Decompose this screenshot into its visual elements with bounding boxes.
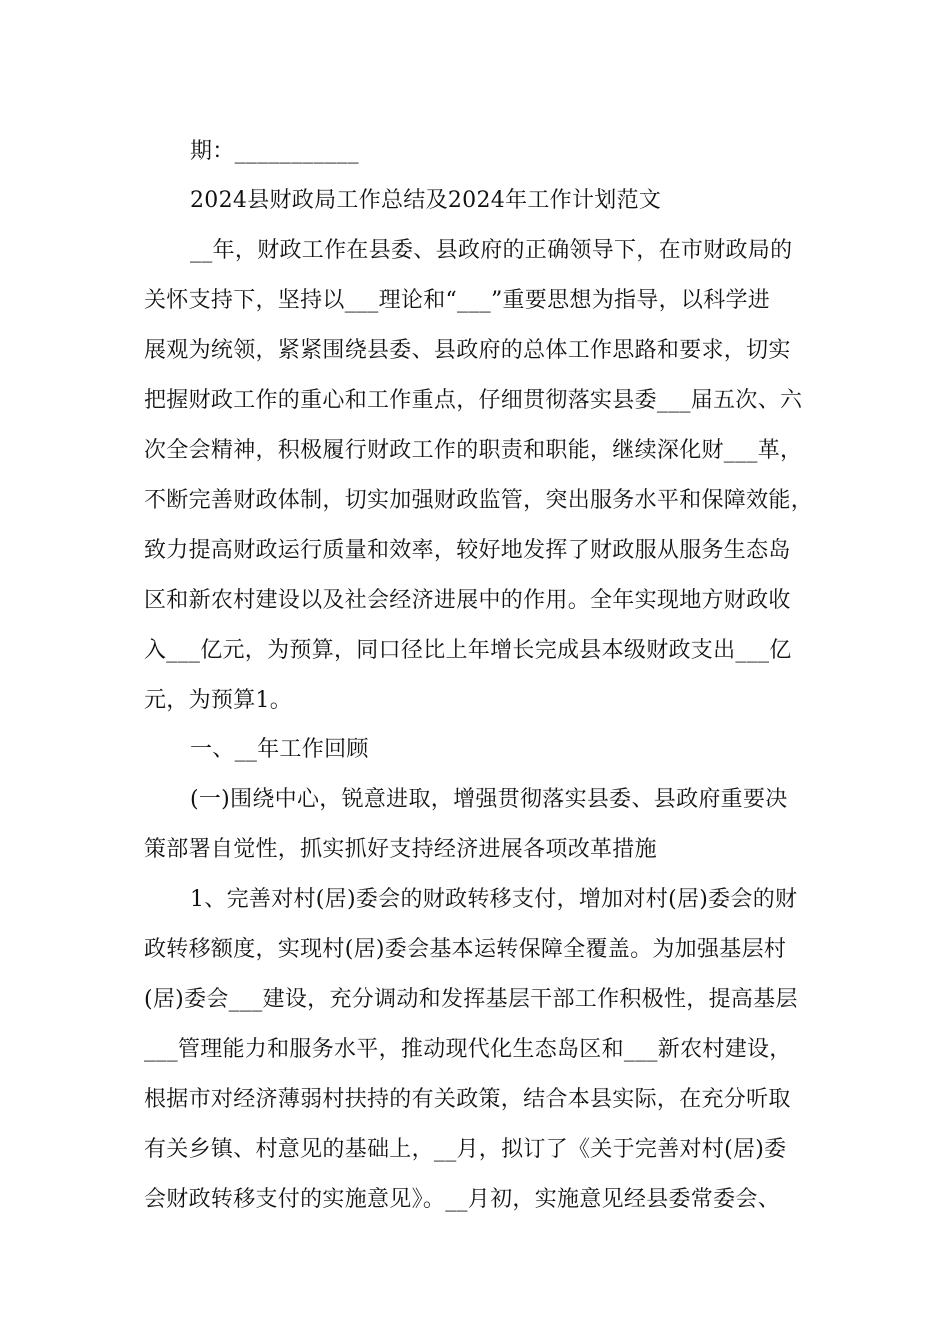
paragraph-line: (居)委会___建设，充分调动和发挥基层干部工作积极性，提高基层	[144, 987, 798, 1012]
paragraph-line: 入___亿元，为预算，同口径比上年增长完成县本级财政支出___亿	[144, 638, 792, 663]
paragraph-line: 次全会精神，积极履行财政工作的职责和职能，继续深化财___革，	[144, 438, 803, 463]
paragraph-line: 关怀支持下，坚持以___理论和“___”重要思想为指导，以科学进	[144, 288, 771, 313]
paragraph-line: 政转移额度，实现村(居)委会基本运转保障全覆盖。为加强基层村	[144, 937, 787, 962]
paragraph-line: 不断完善财政体制，切实加强财政监管，突出服务水平和保障效能，	[144, 488, 814, 513]
paragraph-line: 根据市对经济薄弱村扶持的有关政策，结合本县实际，在充分听取	[144, 1087, 791, 1112]
document-title: 2024县财政局工作总结及2024年工作计划范文	[190, 188, 662, 213]
paragraph-line: 展观为统领，紧紧围绕县委、县政府的总体工作思路和要求，切实	[144, 338, 791, 363]
paragraph-line: ___管理能力和服务水平，推动现代化生态岛区和___新农村建设，	[144, 1037, 792, 1062]
paragraph-line: 致力提高财政运行质量和效率，较好地发挥了财政服从服务生态岛	[144, 538, 791, 563]
paragraph-line: 把握财政工作的重心和工作重点，仔细贯彻落实县委___届五次、六	[144, 388, 803, 413]
date-line: 期：___________	[190, 139, 359, 164]
paragraph-line: 1、完善对村(居)委会的财政转移支付，增加对村(居)委会的财	[190, 887, 798, 912]
paragraph-line: 会财政转移支付的实施意见》。__月初，实施意见经县委常委会、	[144, 1187, 781, 1212]
paragraph-line: 有关乡镇、村意见的基础上，__月，拟订了《关于完善对村(居)委	[144, 1137, 787, 1162]
subsection-heading-line: (一)围绕中心，锐意进取，增强贯彻落实县委、县政府重要决	[190, 787, 788, 812]
section-heading: 一、__年工作回顾	[190, 737, 369, 762]
paragraph-line: 区和新农村建设以及社会经济进展中的作用。全年实现地方财政收	[144, 588, 791, 613]
subsection-heading-line: 策部署自觉性，抓实抓好支持经济进展各项改革措施	[144, 837, 657, 862]
paragraph-line: 元，为预算1。	[144, 688, 293, 713]
paragraph-line: __年，财政工作在县委、县政府的正确领导下，在市财政局的	[190, 238, 793, 263]
